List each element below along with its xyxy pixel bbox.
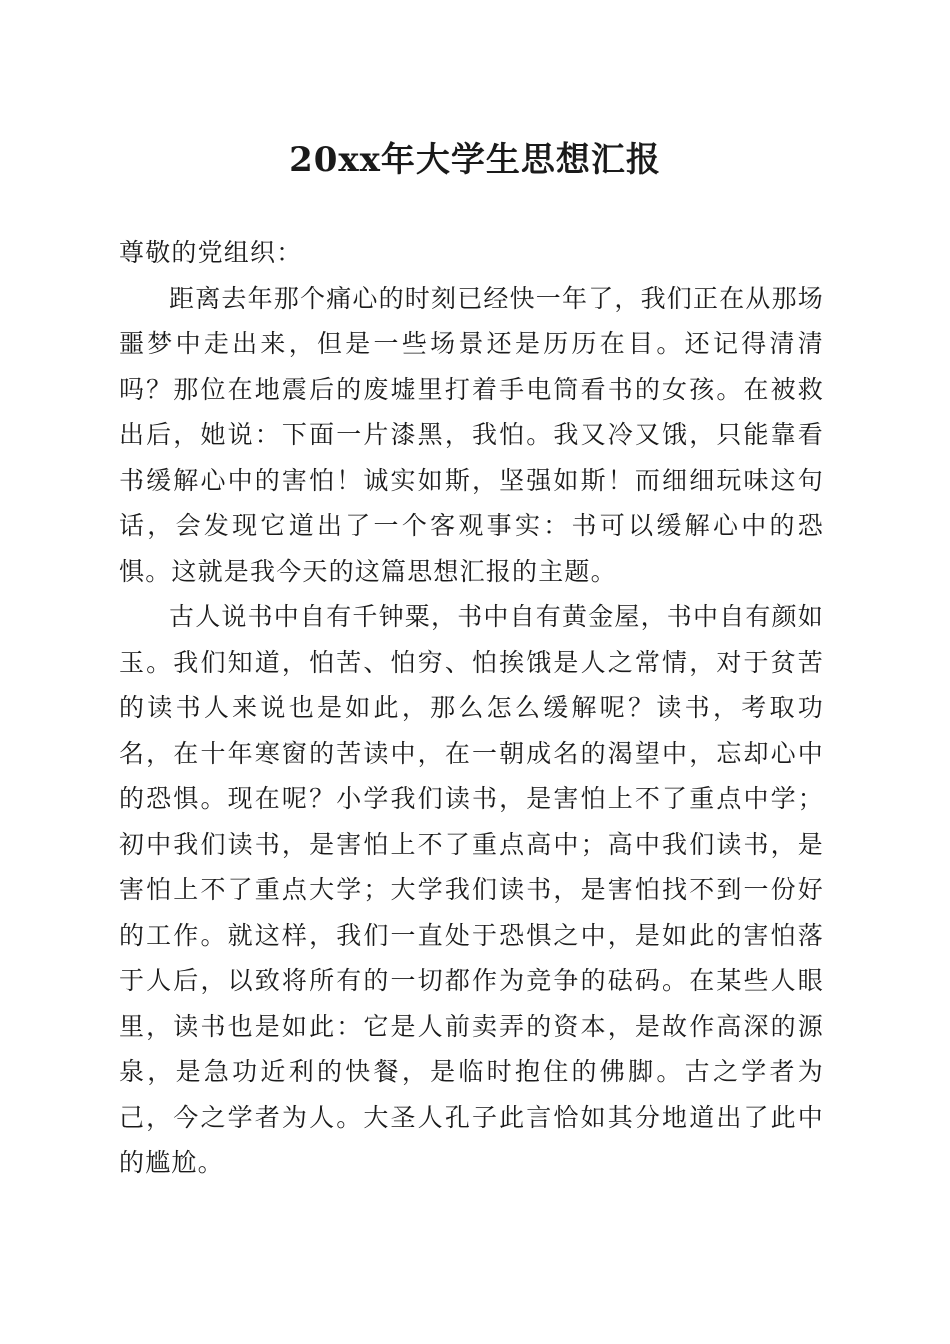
paragraph-1: 距离去年那个痛心的时刻已经快一年了，我们正在从那场噩梦中走出来，但是一些场景还是历历在目。还记得清清吗？那位在地震后的废墟里打着手电筒看书的女孩。在被救出后，她说：下面一片漆黑，我怕。我又冷又饿，只能靠看书缓解心中的害怕！诚实如斯，坚强如斯！而细细玩味这句话，会发现它道出了一个客观事实：书可以缓解心中的恐惧。这就是我今天的这篇思想汇报的主题。 <box>119 283 825 586</box>
paragraph-2: 古人说书中自有千钟粟，书中自有黄金屋，书中自有颜如玉。我们知道，怕苦、怕穷、怕挨饿是人之常情，对于贫苦的读书人来说也是如此，那么怎么缓解呢？读书，考取功名，在十年寒窗的苦读中，在一朝成名的渴望中，忘却心中的恐惧。现在呢？小学我们读书，是害怕上不了重点中学；初中我们读书，是害怕上不了重点高中；高中我们读书，是害怕上不了重点大学；大学我们读书，是害怕找不到一份好的工作。就这样，我们一直处于恐惧之中，是如此的害怕落于人后，以致将所有的一切都作为竞争的砝码。在某些人眼里，读书也是如此：它是人前卖弄的资本，是故作高深的源泉，是急功近利的快餐，是临时抱住的佛脚。古之学者为己，今之学者为人。大圣人孔子此言恰如其分地道出了此中的尴尬。 <box>119 602 825 1177</box>
document-body <box>119 230 824 1186</box>
document-title: 20xx年大学生思想汇报 <box>289 140 661 180</box>
salutation: 尊敬的党组织： <box>119 238 303 267</box>
